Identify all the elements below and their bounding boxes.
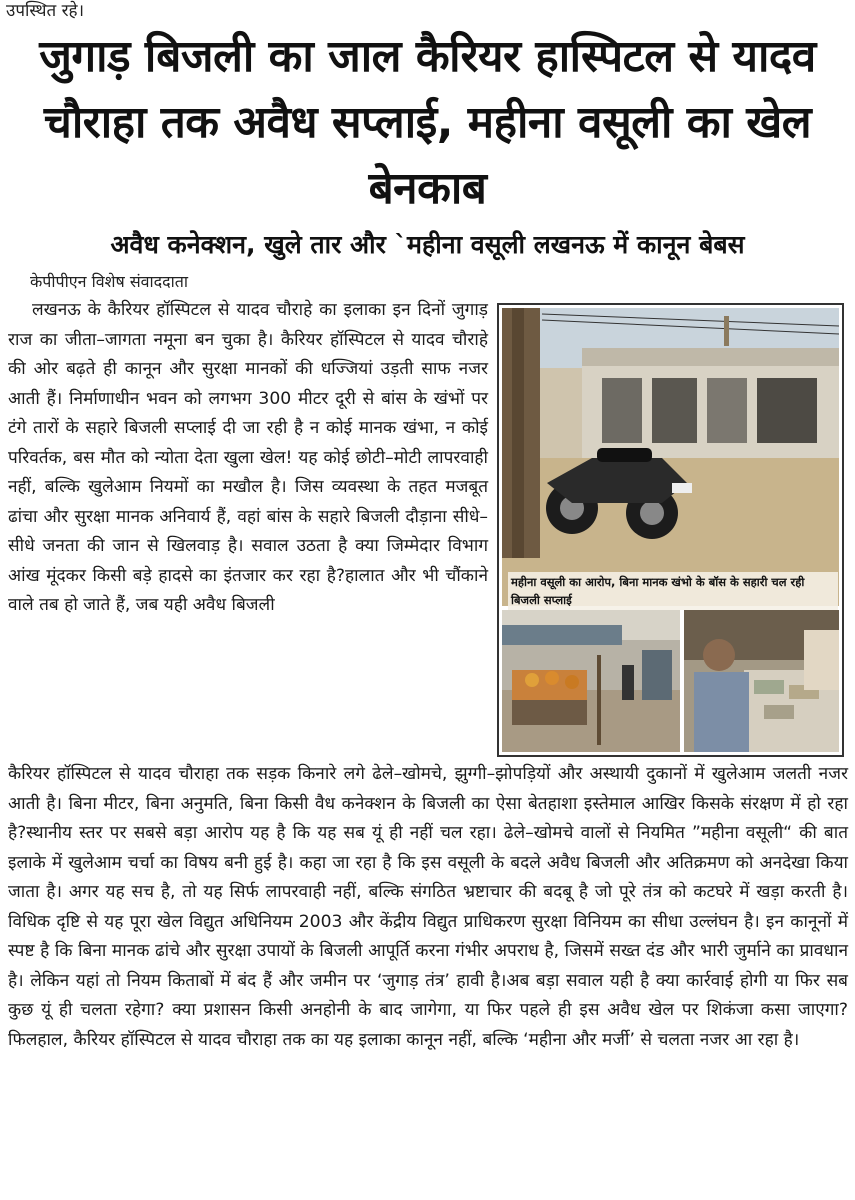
subheadline: अवैध कनेक्शन, खुले तार और `महीना वसूली लखनऊ में कानून बेबस — [110, 230, 745, 259]
roadside-stalls-photo — [502, 610, 680, 752]
headline: जुगाड़ बिजली का जाल कैरियर हास्पिटल से यादव चौराहा तक अवैध सप्लाई, महीना वसूली का खेल बेनकाब — [39, 31, 816, 214]
money-counting-photo — [684, 610, 839, 752]
body-text-full-width: कैरियर हॉस्पिटल से यादव चौराहा तक सड़क किनारे लगे ढेले–खोमचे, झुग्गी–झोपड़ियों और अस्थायी दुकानों में खुलेआम जलती नजर आती है। बिना मीटर, बिना अनुमति, बिना किसी वैध कनेक्शन के बिजली का ऐसा बेतहाशा इस्तेमाल आखिर किसके संरक्षण में हो रहा है?स्थानीय स्तर पर सबसे बड़ा आरोप यह है कि यह सब यूं ही नहीं चल रहा। ढेले–खोमचे वालों से नियमित ”महीना वसूली“ की बात इलाके में खुलेआम चर्चा का विषय बनी हुई है। कहा जा रहा है कि इस वसूली के बदले अवैध बिजली और अतिक्रमण को अनदेखा किया जाता है। अगर यह सच है, तो यह सिर्फ लापरवाही नहीं, बल्कि संगठित भ्रष्टाचार की बदबू है जो पूरे तंत्र को कटघरे में खड़ा करती है।विधिक दृष्टि से यह पूरा खेल विद्युत अधिनियम 2003 और केंद्रीय विद्युत प्राधिकरण सुरक्षा विनियम का सीधा उल्लंघन है। इन कानूनों में स्पष्ट है कि बिना मानक ढांचे और सुरक्षा उपायों के बिजली आपूर्ति करना गंभीर अपराध है, जिसमें सख्त दंड और भारी जुर्माने का प्रावधान है। लेकिन यहां तो नियम किताबों में बंद हैं और जमीन पर ‘जुगाड़ तंत्र’ हावी है।अब बड़ा सवाल यही है क्या कार्रवाई होगी या फिर सब कुछ यूं ही चलता रहेगा? क्या प्रशासन किसी अनहोनी के बाद जागेगा, या फिर पहले ही इस अवैध खेल पर शिकंजा कसा जाएगा? फिलहाल, कैरियर हॉस्पिटल से यादव चौराहा तक का यह इलाका कानून नहीं, बल्कि ‘महीना और मर्जी’ से चलता नजर आ रहा है। — [8, 764, 848, 1050]
roadside-stalls-illustration — [502, 610, 680, 752]
body-text-column: लखनऊ के कैरियर हॉस्पिटल से यादव चौराहे का इलाका इन दिनों जुगाड़ राज का जीता–जागता नमूना बन चुका है। कैरियर हॉस्पिटल से यादव चौराहे की ओर बढ़ते ही कानून और सुरक्षा मानकों की धज्जियां उड़ती साफ नजर आती हैं। निर्माणाधीन भवन को लगभग 300 मीटर दूरी से बांस के खंभों पर टंगे तारों के सहारे बिजली सप्लाई दी जा रही है न कोई मानक खंभा, न कोई परिवर्तक, बस मौत को न्योता देता खुला खेल! यह कोई छोटी–मोटी लापरवाही नहीं, बल्कि खुलेआम नियमों का मखौल है। जिस व्यवस्था के तहत मजबूत ढांचा और सुरक्षा मानक अनिवार्य हैं, वहां बांस के सहारे बिजली दौड़ाना सीधे–सीधे जनता की जान से खिलवाड़ है। सवाल उठता है क्या जिम्मेदार विभाग आंख मूंदकर किसी बड़े हादसे का इंतजार कर रहा है?हालात और भी चौंकाने वाले तब हो जाते हैं, जब यही अवैध बिजली — [8, 300, 488, 615]
photo-caption: महीना वसूली का आरोप, बिना मानक खंभो के बॉस के सहारी चल रही बिजली सप्लाई — [508, 572, 838, 610]
byline: केपीपीएन विशेष संवाददाता — [30, 272, 189, 291]
previous-article-fragment: उपस्थित रहे। — [6, 1, 85, 21]
money-counting-illustration — [684, 610, 839, 752]
photo-collage — [497, 303, 844, 757]
construction-site-illustration — [502, 308, 839, 606]
construction-site-photo — [502, 308, 839, 606]
